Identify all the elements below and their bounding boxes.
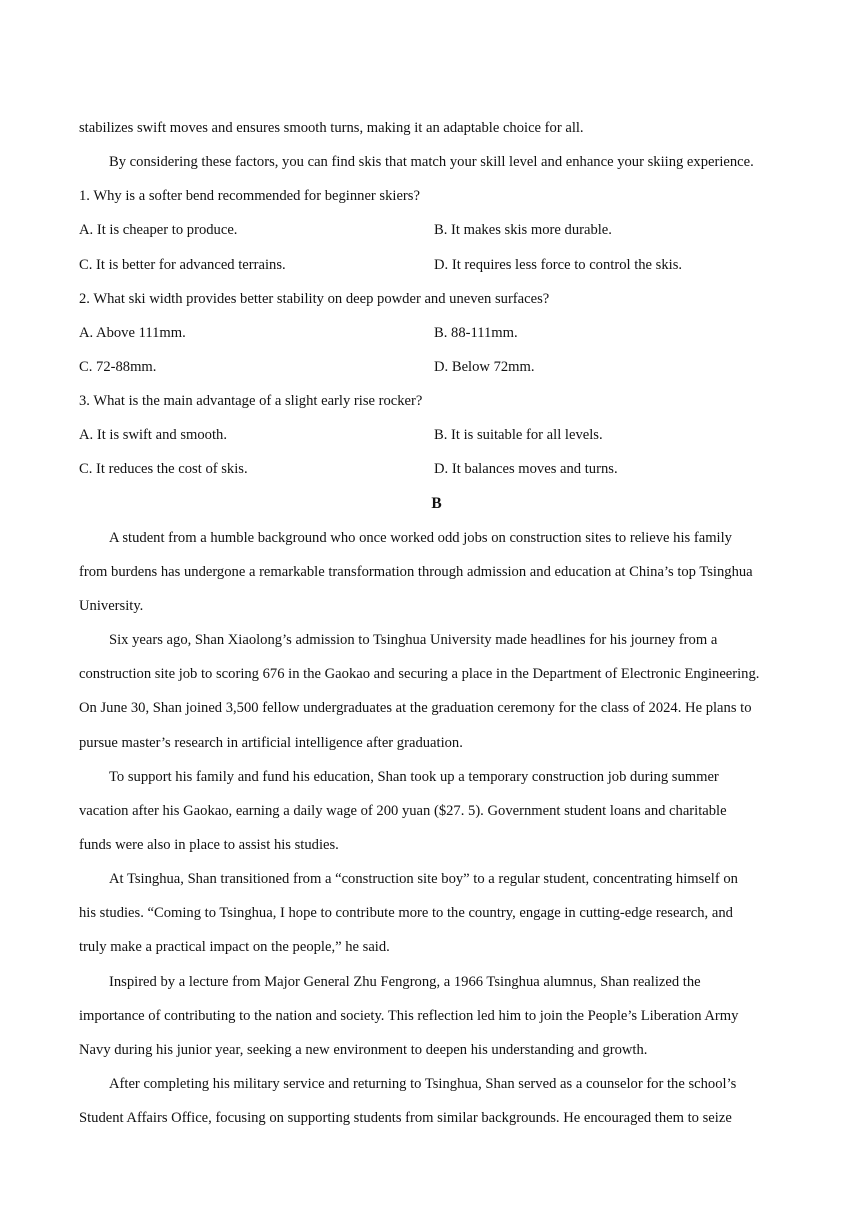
option-c: C. It is better for advanced terrains. — [79, 256, 286, 273]
question-1 — [79, 179, 794, 281]
paragraph-line: Student Affairs Office, focusing on supporting students from similar backgrounds. He encouraged them to seize — [79, 1110, 732, 1127]
paragraph-line: A student from a humble background who once worked odd jobs on construction sites to relieve his family — [109, 529, 732, 546]
question-stem: 2. What ski width provides better stability on deep powder and uneven surfaces? — [79, 290, 550, 307]
question-3 — [79, 384, 794, 486]
paragraph-line: At Tsinghua, Shan transitioned from a “construction site boy” to a regular student, concentrating himself on — [109, 871, 738, 888]
paragraph-line: After completing his military service and returning to Tsinghua, Shan served as a counselor for the school’s — [109, 1075, 737, 1092]
option-b: B. 88-111mm. — [434, 324, 518, 341]
paragraph-3 — [79, 760, 794, 862]
option-a: A. Above 111mm. — [79, 324, 186, 341]
option-a: A. It is swift and smooth. — [79, 427, 227, 444]
option-a: A. It is cheaper to produce. — [79, 222, 238, 239]
option-d: D. Below 72mm. — [434, 358, 535, 375]
paragraph-line: from burdens has undergone a remarkable transformation through admission and education at China’s top Tsinghua — [79, 563, 753, 580]
paragraph-6 — [79, 1067, 794, 1135]
option-row — [79, 213, 794, 247]
paragraph-line: funds were also in place to assist his studies. — [79, 836, 339, 853]
paragraph-line: Six years ago, Shan Xiaolong’s admission to Tsinghua University made headlines for his journey from a — [109, 632, 718, 649]
option-row — [79, 418, 794, 452]
paragraph-line: construction site job to scoring 676 in the Gaokao and securing a place in the Department of Electronic Engineering. — [79, 666, 760, 683]
paragraph-line: University. — [79, 597, 144, 614]
option-row — [79, 248, 794, 282]
option-row — [79, 452, 794, 486]
question-stem: 1. Why is a softer bend recommended for beginner skiers? — [79, 188, 420, 205]
paragraph-line: importance of contributing to the nation and society. This reflection led him to join the People’s Liberation Army — [79, 1007, 739, 1024]
option-b: B. It makes skis more durable. — [434, 222, 612, 239]
option-b: B. It is suitable for all levels. — [434, 427, 603, 444]
paragraph-2 — [79, 623, 794, 760]
option-c: C. 72-88mm. — [79, 358, 157, 375]
document-page — [79, 111, 794, 1135]
paragraph-line: pursue master’s research in artificial intelligence after graduation. — [79, 734, 463, 751]
paragraph-line: On June 30, Shan joined 3,500 fellow undergraduates at the graduation ceremony for the class of 2024. He plans to — [79, 700, 752, 717]
paragraph-line: his studies. “Coming to Tsinghua, I hope to contribute more to the country, engage in cutting-edge research, and — [79, 905, 733, 922]
paragraph-1 — [79, 521, 794, 623]
option-row — [79, 350, 794, 384]
paragraph-4 — [79, 862, 794, 964]
question-stem: 3. What is the main advantage of a slight early rise rocker? — [79, 393, 423, 410]
option-c: C. It reduces the cost of skis. — [79, 461, 248, 478]
paragraph-line: truly make a practical impact on the people,” he said. — [79, 939, 390, 956]
passage-conclusion: By considering these factors, you can find skis that match your skill level and enhance your skiing experience. — [109, 154, 754, 171]
passage-continued-line: stabilizes swift moves and ensures smooth turns, making it an adaptable choice for all. — [79, 120, 584, 136]
option-d: D. It requires less force to control the skis. — [434, 256, 683, 273]
option-d: D. It balances moves and turns. — [434, 461, 618, 478]
option-row — [79, 316, 794, 350]
paragraph-line: Inspired by a lecture from Major General Zhu Fengrong, a 1966 Tsinghua alumnus, Shan realized the — [109, 973, 701, 990]
paragraph-5 — [79, 965, 794, 1067]
section-heading: B — [431, 494, 442, 512]
paragraph-line: vacation after his Gaokao, earning a daily wage of 200 yuan ($27. 5). Government student loans and charitable — [79, 802, 727, 819]
paragraph-line: To support his family and fund his education, Shan took up a temporary construction job during summer — [109, 768, 719, 785]
question-2 — [79, 282, 794, 384]
paragraph-line: Navy during his junior year, seeking a new environment to deepen his understanding and growth. — [79, 1041, 648, 1058]
